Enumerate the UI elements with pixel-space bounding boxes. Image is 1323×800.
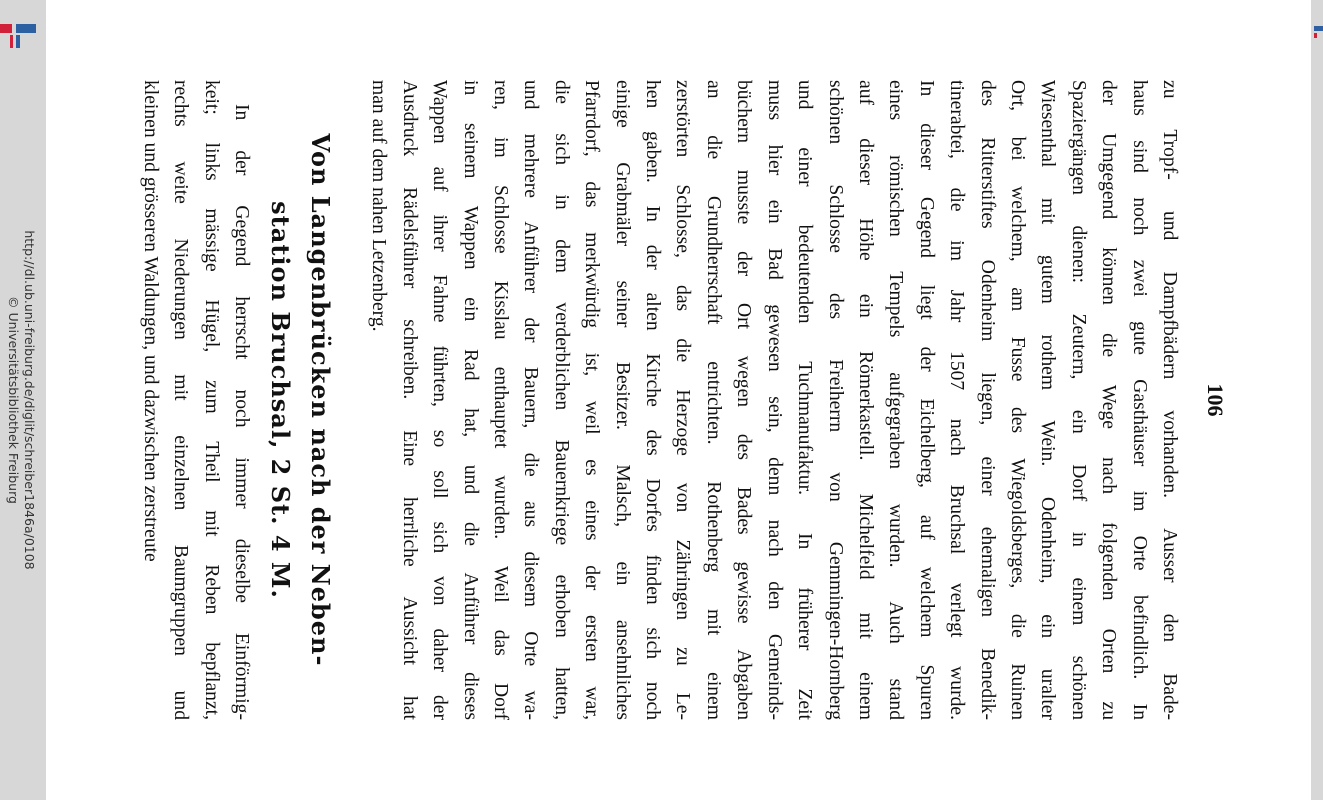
text-line: keit; links mässige Hügel, zum Theil mit Reben bepflanzt,	[200, 80, 222, 720]
text-line: man auf dem nahen Letzenberg.	[368, 80, 390, 332]
text-line: kleinen und grösseren Waldungen, und dazwischen zerstreute	[139, 80, 161, 562]
text-line: Pfarrdorf, das merkwürdig ist, weil es eines der ersten war,	[581, 80, 603, 720]
text-line: büchern musste der Ort wegen des Bades gewisse Abgaben	[733, 80, 755, 720]
text-line: Wappen auf ihrer Fahne führten, so soll sich von daher der	[429, 80, 451, 720]
source-url[interactable]: http://dl.ub.uni-freiburg.de/diglit/schreiber1846a/0108	[22, 230, 37, 570]
text-line: schönen Schlosse des Freiherrn von Gemmingen-Hornberg	[824, 80, 846, 720]
text-line: zu Tropf- und Dampfbädern vorhanden. Ausser den Bade-	[1159, 80, 1180, 720]
text-line: ren, im Schlosse Kisslau enthauptet wurden. Weil das Dorf	[490, 80, 512, 720]
paragraph	[134, 80, 256, 720]
text-line: Von Langenbrücken nach der Neben-	[306, 133, 335, 667]
text-line: In dieser Gegend liegt der Eichelberg, auf welchem Spuren	[915, 80, 937, 720]
source-citation	[5, 230, 37, 569]
copyright-notice: © Universitätsbibliothek Freiburg	[6, 296, 21, 504]
text-line: und einer bedeutenden Tuchmanufaktur. In früherer Zeit	[794, 80, 816, 720]
text-line: in seinem Wappen ein Rad hat, und die Anführer dieses	[459, 80, 481, 720]
text-line: zerstörten Schlosse, das die Herzoge von Zähringen zu Le-	[672, 80, 694, 720]
text-line: einige Grabmäler seiner Besitzer. Malsch, ein ansehnliches	[611, 80, 633, 720]
text-line: des Ritterstiftes Odenheim liegen, einer ehemaligen Benedik-	[976, 80, 998, 720]
text-line: rechts weite Niederungen mit einzelnen Baumgruppen und	[170, 80, 192, 720]
text-line: Ausdruck Rädelsführer schreiben. Eine herrliche Aussicht hat	[398, 80, 420, 720]
viewer-right-bar	[1311, 0, 1323, 800]
text-line: hen gaben. In der alten Kirche des Dorfes finden sich noch	[642, 80, 664, 720]
section-heading	[260, 80, 340, 720]
text-line: Wiesenthal mit gutem rothem Wein. Odenheim, ein uralter	[1037, 80, 1059, 720]
text-line: der Umgegend können die Wege nach folgenden Orten zu	[1098, 80, 1120, 720]
text-line: haus sind noch zwei gute Gasthäuser im Orte befindlich. In	[1128, 80, 1150, 720]
paragraph	[363, 80, 1184, 720]
ub-freiburg-logo-icon	[0, 22, 38, 48]
text-line: die sich in dem verderblichen Bauernkriege erhoben hatten,	[550, 80, 572, 720]
ub-freiburg-logo-icon-partial	[1311, 24, 1323, 38]
text-line: und mehrere Anführer der Bauern, die aus diesem Orte wa-	[520, 80, 542, 720]
text-line: Spaziergängen dienen: Zeutern, ein Dorf in einem schönen	[1067, 80, 1089, 720]
text-line: eines römischen Tempels aufgegraben wurden. Auch stand	[885, 80, 907, 720]
text-line: station Bruchsal, 2 St. 4 M.	[266, 201, 295, 599]
text-line: auf dieser Höhe ein Römerkastell. Michelfeld mit einem	[854, 80, 876, 720]
page-number: 106	[1203, 383, 1228, 417]
page-content	[128, 80, 1228, 720]
scanned-page	[46, 0, 1311, 800]
text-line: an die Grundherrschaft entrichten. Rothenberg mit einem	[702, 80, 724, 720]
text-line: In der Gegend herrscht noch immer dieselbe Einförmig-	[231, 104, 252, 720]
text-line: tinerabtei, die im Jahr 1507 nach Bruchsal verlegt wurde.	[946, 80, 968, 720]
text-line: muss hier ein Bad gewesen sein, denn nach den Gemeinds-	[763, 80, 785, 720]
text-line: Ort, bei welchem, am Fusse des Wiegoldsberges, die Ruinen	[1006, 80, 1028, 720]
